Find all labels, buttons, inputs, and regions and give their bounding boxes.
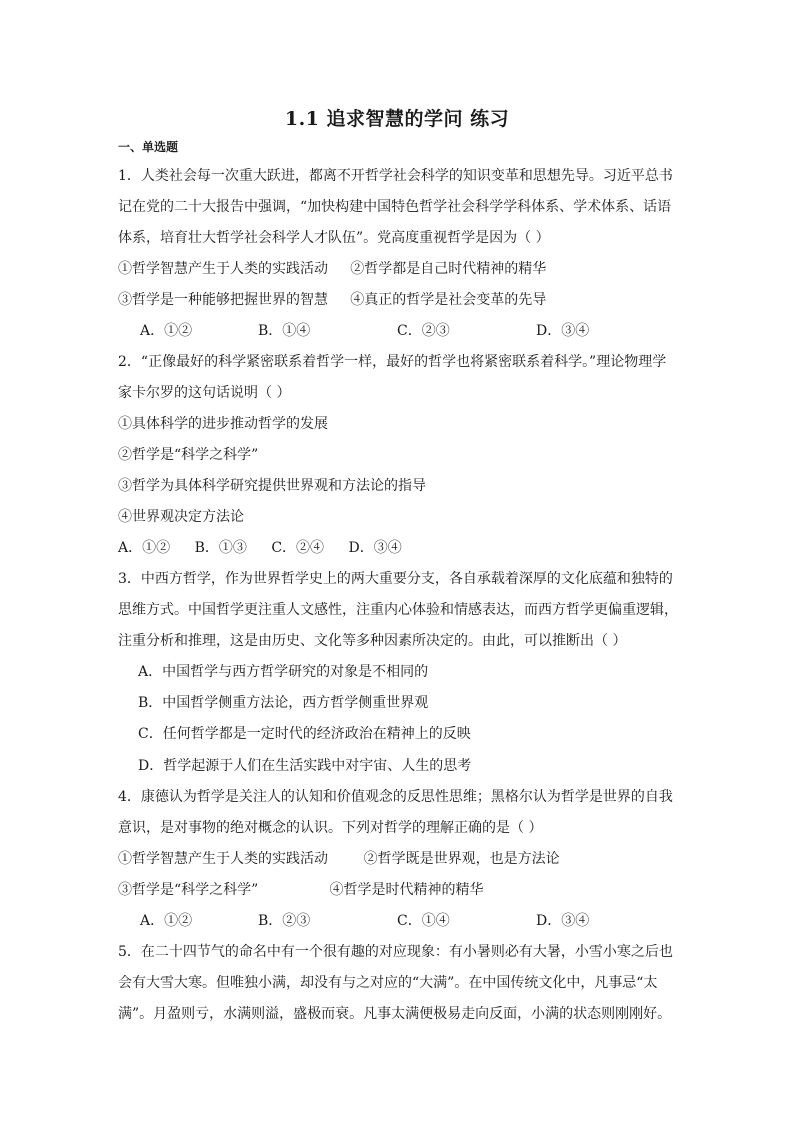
- page-title: 1.1 追求智慧的学问 练习: [284, 108, 510, 130]
- q3-stem-line: 思维方式。中国哲学更注重人文感性，注重内心体验和情感表达，而西方哲学更偏重逻辑，: [118, 602, 678, 618]
- q5-stem-line: 会有大雪大寒。但唯独小满，却没有与之对应的“大满”。在中国传统文化中，凡事忌“太: [118, 975, 658, 991]
- q4-option-a[interactable]: A．①②: [140, 913, 193, 929]
- q1-option-b[interactable]: B．①④: [258, 323, 311, 339]
- q5-stem-line: 满”。月盈则亏，水满则溢，盛极而衰。凡事太满便极易走向反面，小满的状态则刚刚好。: [118, 1006, 672, 1022]
- q4-option-c[interactable]: C．①④: [397, 913, 450, 929]
- q2-item-line: ②哲学是“科学之科学”: [118, 447, 259, 463]
- q5-stem-line: 5．在二十四节气的命名中有一个很有趣的对应现象：有小暑则必有大暑，小雪小寒之后也: [118, 944, 673, 960]
- q2-item-line: ④世界观决定方法论: [118, 509, 244, 525]
- q2-item-line: ③哲学为具体科学研究提供世界观和方法论的指导: [118, 478, 426, 494]
- q3-option-c[interactable]: C．任何哲学都是一定时代的经济政治在精神上的反映: [138, 726, 471, 742]
- q4-option-d[interactable]: D．③④: [536, 913, 590, 929]
- q2-option-b[interactable]: B．①③: [194, 540, 247, 556]
- q1-item-line: ①哲学智慧产生于人类的实践活动 ②哲学都是自己时代精神的精华: [118, 261, 547, 277]
- q2-stem-line: 家卡尔罗的这句话说明（ ）: [118, 385, 291, 401]
- q1-option-c[interactable]: C．②③: [397, 323, 450, 339]
- q2-item-line: ①具体科学的进步推动哲学的发展: [118, 416, 328, 432]
- q4-stem-line: 4．康德认为哲学是关注人的认知和价值观念的反思性思维；黑格尔认为哲学是世界的自我: [118, 789, 673, 805]
- q4-option-b[interactable]: B．②③: [258, 913, 311, 929]
- q2-option-d[interactable]: D．③④: [348, 540, 402, 556]
- q3-option-a[interactable]: A．中国哲学与西方哲学研究的对象是不相同的: [138, 664, 429, 680]
- q2-option-c[interactable]: C．②④: [271, 540, 325, 556]
- q1-stem-line: 记在党的二十大报告中强调，“加快构建中国特色哲学社会科学学科体系、学术体系、话语: [118, 199, 672, 215]
- q1-stem-line: 体系，培育壮大哲学社会科学人才队伍”。党高度重视哲学是因为（ ）: [118, 230, 550, 246]
- q2-stem-line: 2．“正像最好的科学紧密联系着哲学一样，最好的哲学也将紧密联系着科学。”理论物理学: [118, 354, 667, 370]
- q3-stem-line: 注重分析和推理，这是由历史、文化等多种因素所决定的。由此，可以推断出（ ）: [118, 633, 627, 649]
- q3-option-b[interactable]: B．中国哲学侧重方法论，西方哲学侧重世界观: [138, 695, 429, 711]
- q4-item-line: ①哲学智慧产生于人类的实践活动 ②哲学既是世界观，也是方法论: [118, 851, 560, 867]
- section-heading: 一、单选题: [118, 140, 179, 154]
- q2-option-a[interactable]: A．①②: [118, 540, 171, 556]
- q2-options: [118, 538, 422, 558]
- q1-stem-line: 1．人类社会每一次重大跃进，都离不开哲学社会科学的知识变革和思想先导。习近平总书: [118, 168, 673, 184]
- q4-stem-line: 意识，是对事物的绝对概念的认识。下列对哲学的理解正确的是（ ）: [118, 820, 543, 836]
- q4-item-line: ③哲学是“科学之科学” ④哲学是时代精神的精华: [118, 882, 484, 898]
- q1-option-a[interactable]: A．①②: [140, 323, 193, 339]
- q3-stem-line: 3．中西方哲学，作为世界哲学史上的两大重要分支，各自承载着深厚的文化底蕴和独特的: [118, 571, 673, 587]
- q1-item-line: ③哲学是一种能够把握世界的智慧 ④真正的哲学是社会变革的先导: [118, 292, 547, 308]
- q1-option-d[interactable]: D．③④: [536, 323, 590, 339]
- q3-option-d[interactable]: D．哲学起源于人们在生活实践中对宇宙、人生的思考: [138, 758, 472, 774]
